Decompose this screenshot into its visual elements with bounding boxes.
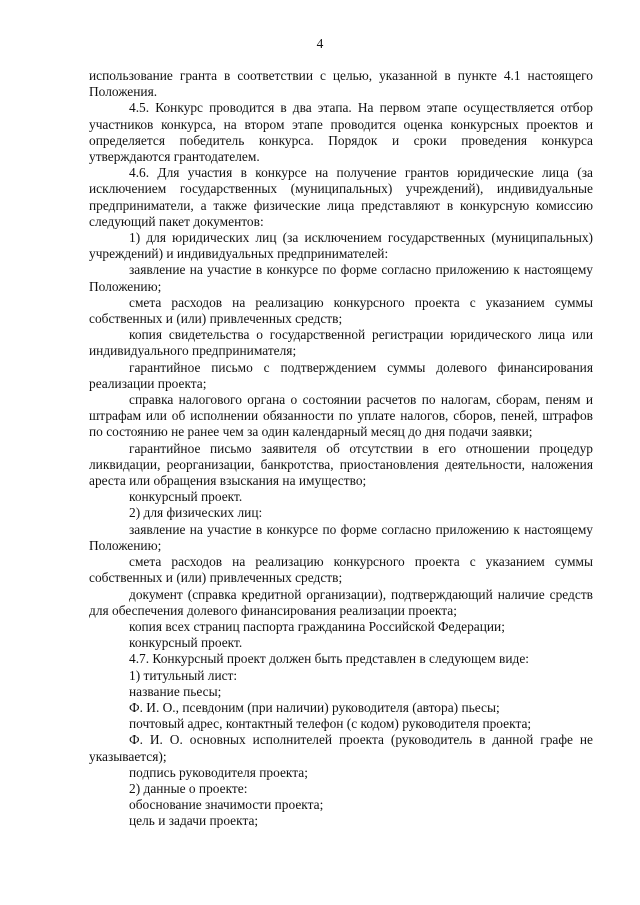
paragraph: справка налогового органа о состоянии расчетов по налогам, сборам, пеням и штрафам или об исполнении обязанности по уплате налогов, сборов, пеней, штрафов по состоянию не ранее чем за один календарный месяц до дня подачи заявки; [89, 392, 593, 440]
page-number: 4 [316, 36, 324, 51]
paragraph: 4.7. Конкурсный проект должен быть представлен в следующем виде: [129, 651, 529, 667]
paragraph: подпись руководителя проекта; [129, 764, 308, 780]
paragraph: обоснование значимости проекта; [129, 797, 324, 813]
paragraph: гарантийное письмо заявителя об отсутствии в его отношении процедур ликвидации, реорганизации, банкротства, приостановления деятельности, наложения ареста или обращения взыскания на имущество; [89, 440, 593, 489]
paragraph: конкурсный проект. [129, 635, 243, 651]
paragraph: название пьесы; [129, 683, 222, 699]
paragraph: заявление на участие в конкурсе по форме согласно приложению к настоящему Положению; [89, 262, 593, 294]
paragraph: использование гранта в соответствии с целью, указанной в пункте 4.1 настоящего Положения. [89, 68, 593, 100]
paragraph: конкурсный проект. [129, 489, 243, 505]
paragraph: документ (справка кредитной организации), подтверждающий наличие средств для обеспечения долевого финансирования реализации проекта; [89, 586, 593, 618]
paragraph: заявление на участие в конкурсе по форме согласно приложению к настоящему Положению; [89, 521, 593, 553]
paragraph: 2) для физических лиц: [129, 505, 263, 521]
paragraph: гарантийное письмо с подтверждением суммы долевого финансирования реализации проекта; [89, 359, 593, 391]
paragraph: 1) для юридических лиц (за исключением государственных (муниципальных) учреждений) и индивидуальных предпринимателей: [89, 230, 593, 262]
paragraph: смета расходов на реализацию конкурсного проекта с указанием суммы собственных и (или) привлеченных средств; [89, 554, 593, 586]
paragraph: Ф. И. О. основных исполнителей проекта (руководитель в данной графе не указывается); [89, 732, 593, 764]
paragraph: 4.6. Для участия в конкурсе на получение грантов юридические лица (за исключением государственных (муниципальных) учреждений), индивидуальные предприниматели, а также физические лица представляют в конкурсную комиссию следующий пакет документов: [89, 165, 593, 229]
paragraph: копия всех страниц паспорта гражданина Российской Федерации; [129, 618, 505, 634]
paragraph: 2) данные о проекте: [129, 780, 248, 796]
paragraph: цель и задачи проекта; [129, 813, 259, 829]
paragraph: смета расходов на реализацию конкурсного проекта с указанием суммы собственных и (или) привлеченных средств; [89, 294, 593, 327]
document-body [89, 68, 593, 830]
paragraph: копия свидетельства о государственной регистрации юридического лица или индивидуального предпринимателя; [89, 327, 593, 359]
paragraph: почтовый адрес, контактный телефон (с кодом) руководителя проекта; [129, 716, 532, 732]
paragraph: Ф. И. О., псевдоним (при наличии) руководителя (автора) пьесы; [129, 699, 500, 715]
paragraph: 1) титульный лист: [129, 667, 238, 683]
paragraph: 4.5. Конкурс проводится в два этапа. На первом этапе осуществляется отбор участников конкурса, на втором этапе проводится оценка конкурсных проектов и определяется победитель конкурса. Порядок и сроки проведения конкурса утверждаются грантодателем. [89, 100, 593, 165]
